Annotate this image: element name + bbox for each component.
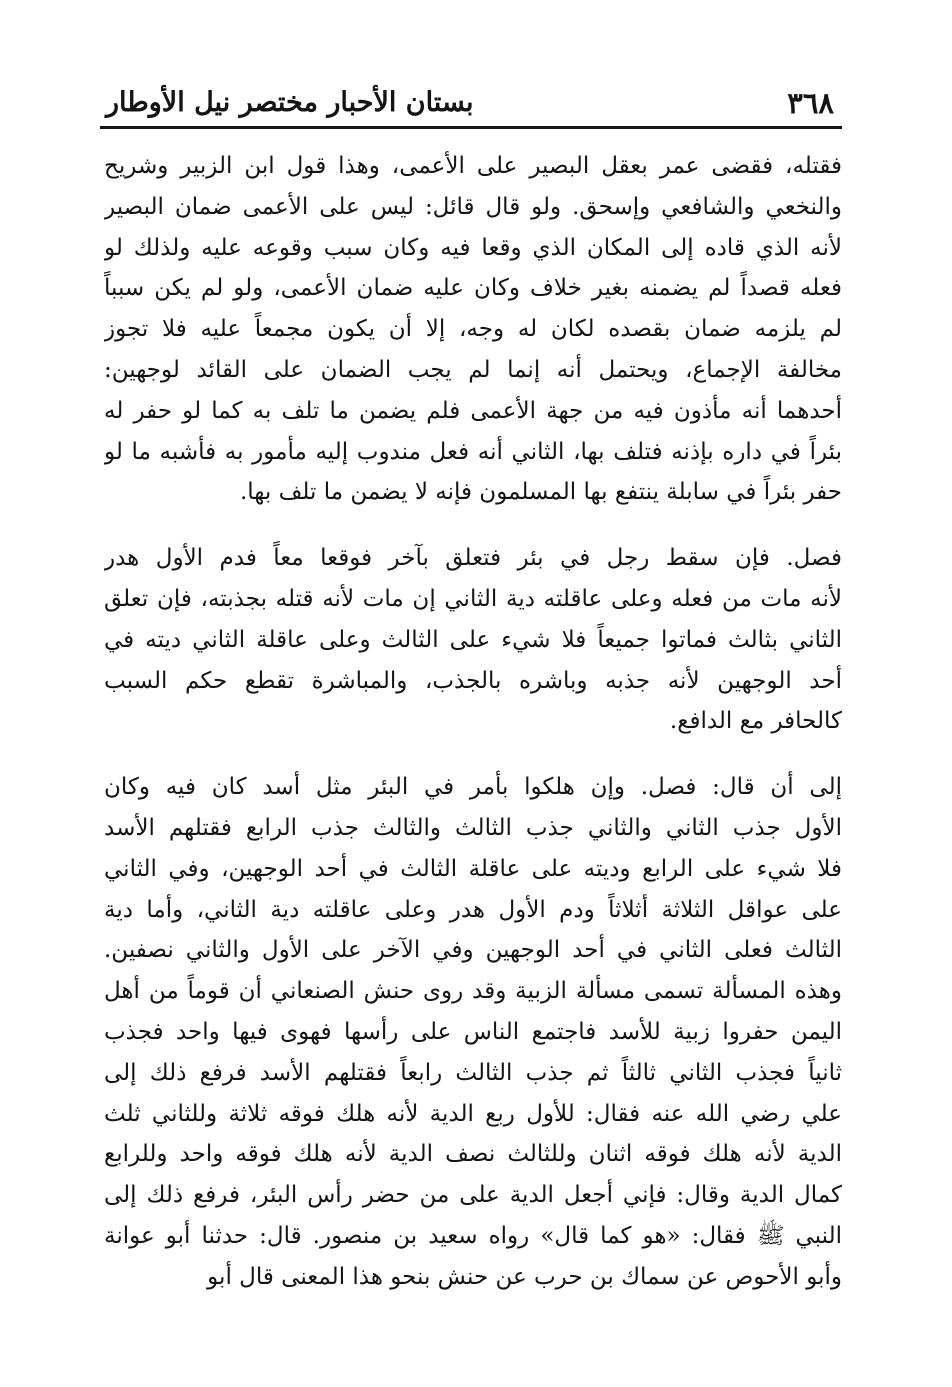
paragraph	[104, 767, 842, 1297]
page-number: ٣٦٨	[787, 86, 834, 120]
text-line: حفر بئراً في سابلة ينتفع بها المسلمون فإنه لا يضمن ما تلف بها.	[239, 479, 842, 506]
text-line: الثاني بثالث فماتوا جميعاً فلا شيء على الثالث وعلى عاقلة الثاني ديته في	[104, 626, 842, 653]
text-line: على عواقل الثلاثة أثلاثاً ودم الأول هدر وعلى عاقلته دية الثاني، وأما دية	[104, 896, 842, 923]
text-line: الأول جذب الثاني والثاني جذب الثالث والثالث جذب الرابع فقتلهم الأسد	[104, 814, 842, 841]
text-line: مخالفة الإجماع، ويحتمل أنه إنما لم يجب الضمان على القائد لوجهين:	[104, 356, 842, 383]
text-line: فعله قصداً لم يضمنه بغير خلاف وكان عليه ضمان الأعمى، ولو لم يكن سبباً	[104, 275, 842, 302]
text-line: لأنه الذي قاده إلى المكان الذي وقعا فيه وكان سبب وقوعه عليه ولذلك لو	[104, 234, 842, 261]
text-line: أحدهما أنه مأذون فيه من جهة الأعمى فلم يضمن ما تلف به كما لو حفر له	[104, 397, 842, 424]
text-line: فقتله، فقضى عمر بعقل البصير على الأعمى، وهذا قول ابن الزبير وشريح	[104, 153, 842, 179]
text-line: اليمن حفروا زبية للأسد فاجتمع الناس على رأسها فهوى فيها واحد فجذب	[104, 1018, 842, 1045]
text-line: فلا شيء على الرابع وديته على عاقلة الثالث في أحد الوجهين، وفي الثاني	[104, 855, 842, 882]
text-line: كمال الدية وقال: فإني أجعل الدية على من حضر رأس البئر، فرفع ذلك إلى	[104, 1182, 842, 1209]
text-line: بئراً في داره بإذنه فتلف بها، الثاني أنه فعل مندوب إليه مأمور به فأشبه ما لو	[104, 438, 842, 465]
book-title: بستان الأحبار مختصر نيل الأوطار	[106, 87, 474, 118]
text-line: وأبو الأحوص عن سماك بن حرب عن حنش بنحو هذا المعنى قال أبو	[207, 1263, 842, 1290]
text-line: لم يلزمه ضمان بقصده لكان له وجه، إلا أن يكون مجمعاً عليه فلا تجوز	[104, 316, 842, 343]
header-rule	[100, 126, 842, 129]
text-line: وهذه المسألة تسمى مسألة الزبية وقد روى حنش الصنعاني أن قوماً من أهل	[104, 978, 842, 1005]
body-text	[104, 146, 842, 1298]
text-line: ثانياً فجذب الثاني ثالثاً ثم جذب الثالث رابعاً فقتلهم الأسد فرفع ذلك إلى	[104, 1059, 842, 1086]
text-line: علي رضي الله عنه فقال: للأول ربع الدية لأنه هلك فوقه ثلاثة وللثاني ثلث	[104, 1100, 842, 1127]
text-line: أحد الوجهين لأنه جذبه وباشره بالجذب، والمباشرة تقطع حكم السبب	[104, 667, 842, 694]
paragraph	[104, 538, 842, 742]
paragraph-gap	[104, 742, 842, 767]
text-line: فصل. فإن سقط رجل في بئر فتعلق بآخر فوقعا معاً فدم الأول هدر	[104, 545, 842, 572]
text-line: النبي ﷺ فقال: «هو كما قال» رواه سعيد بن منصور. قال: حدثنا أبو عوانة	[104, 1222, 842, 1249]
text-line: إلى أن قال: فصل. وإن هلكوا بأمر في البئر مثل أسد كان فيه وكان	[104, 774, 842, 801]
text-line: الثالث فعلى الثاني في أحد الوجهين وفي الآخر على الأول والثاني نصفين.	[104, 937, 842, 964]
paragraph-gap	[104, 513, 842, 538]
running-header	[100, 82, 842, 126]
text-line: لأنه مات من فعله وعلى عاقلته دية الثاني إن مات لأنه قتله بجذبته، فإن تعلق	[104, 585, 842, 612]
paragraph	[104, 146, 842, 513]
text-line: والنخعي والشافعي وإسحق. ولو قال قائل: ليس على الأعمى ضمان البصير	[104, 193, 842, 220]
text-line: كالحافر مع الدافع.	[669, 708, 842, 735]
text-line: الدية لأنه هلك فوقه اثنان وللثالث نصف الدية لأنه هلك فوقه واحد وللرابع	[104, 1141, 842, 1168]
